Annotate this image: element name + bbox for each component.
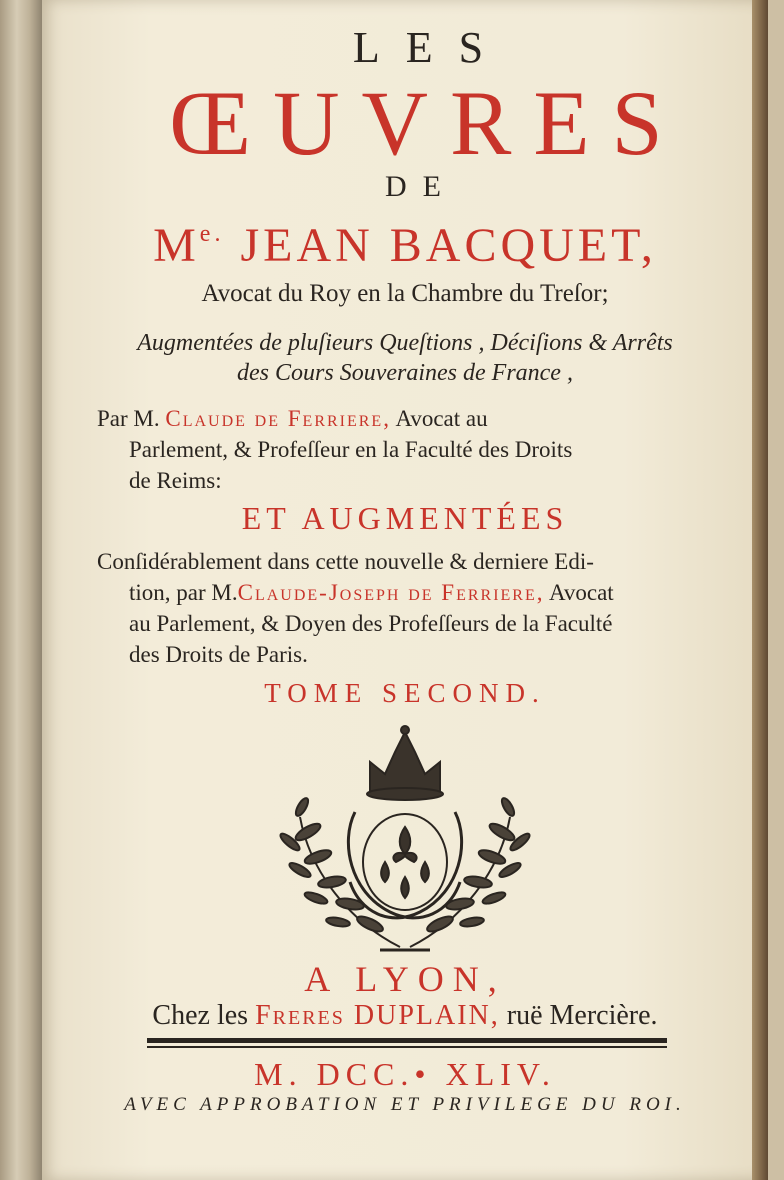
augmented-line-1: Augmentées de pluſieurs Queſtions , Déciſions & Arrêts xyxy=(137,330,673,356)
publisher-address: ruë Mercière. xyxy=(499,1000,658,1031)
par2-line-2 xyxy=(97,577,717,608)
editor-paragraph-2 xyxy=(97,546,717,670)
editor-name-claude: Claude de Ferriere, xyxy=(165,406,391,431)
author-prefix-sup: e. xyxy=(199,221,225,247)
title-de: DE xyxy=(385,170,457,203)
par2-l2-a: tion, par M. xyxy=(129,580,238,605)
author-name xyxy=(42,218,768,273)
et-augmentees: ET AUGMENTÉES xyxy=(241,500,569,536)
publisher-prefix: Chez les xyxy=(152,1000,256,1031)
author-role: Avocat du Roy en la Chambre du Treſor; xyxy=(201,280,609,307)
royal-crown-fleur-de-lis-emblem-icon xyxy=(260,722,550,962)
title-page xyxy=(42,0,768,1180)
par1-l1-a: Par M. xyxy=(97,406,166,431)
par1-line-2: Parlement, & Profeſſeur en la Faculté des Droits xyxy=(129,437,573,462)
imprint-publisher xyxy=(42,1000,768,1032)
editor-paragraph-1 xyxy=(97,403,717,496)
par2-line-1: Conſidérablement dans cette nouvelle & derniere Edi- xyxy=(97,549,594,574)
approbation-line: AVEC APPROBATION ET PRIVILEGE DU ROI. xyxy=(124,1094,686,1115)
author-name-text: JEAN BACQUET, xyxy=(224,219,657,272)
par1-line-3: de Reims: xyxy=(129,468,222,493)
imprint-city: A LYON, xyxy=(304,959,506,999)
double-rule-thin xyxy=(147,1046,667,1048)
title-les: LES xyxy=(352,23,510,72)
publisher-name: Freres DUPLAIN, xyxy=(255,1000,500,1031)
title-oeuvres: ŒUVRES xyxy=(169,72,685,174)
augmented-line-2: des Cours Souveraines de France , xyxy=(237,360,573,386)
double-rule-thick xyxy=(147,1038,667,1043)
par2-line-4: des Droits de Paris. xyxy=(129,642,308,667)
editor-name-claude-joseph: Claude-Joseph de Ferriere, xyxy=(237,580,545,605)
imprint-date: M. DCC.• XLIV. xyxy=(254,1056,556,1092)
author-prefix: M xyxy=(153,219,200,272)
par1-line-1 xyxy=(97,403,717,434)
par2-line-3: au Parlement, & Doyen des Profeſſeurs de la Faculté xyxy=(129,611,613,636)
par2-l2-b: Avocat xyxy=(544,580,614,605)
par1-l1-b: Avocat au xyxy=(390,406,488,431)
tome-second: TOME SECOND. xyxy=(264,678,546,708)
book-gutter xyxy=(0,0,42,1180)
